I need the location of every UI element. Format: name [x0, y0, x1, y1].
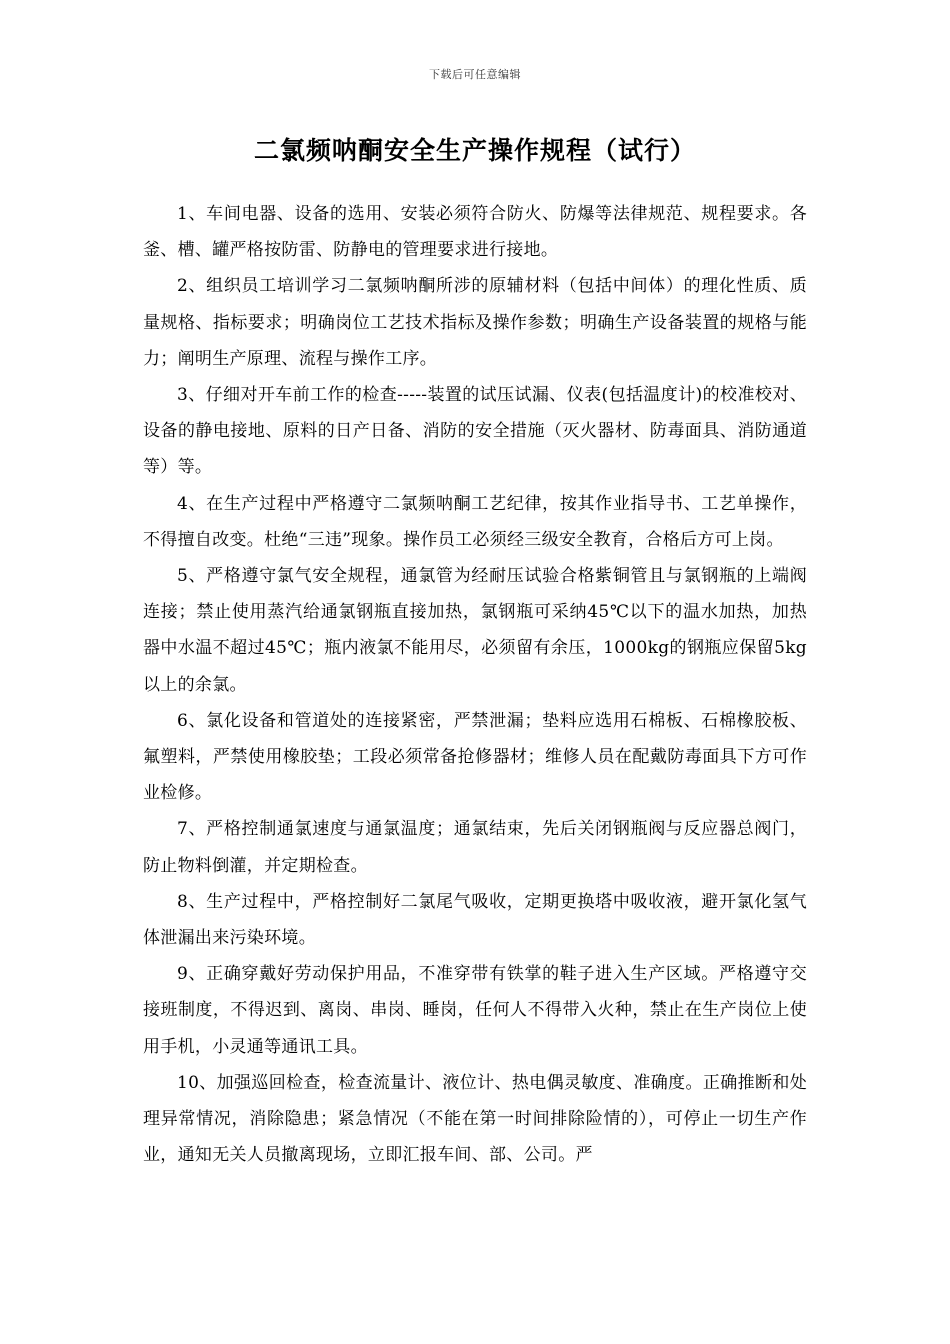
paragraph-4: 4、在生产过程中严格遵守二氯频呐酮工艺纪律，按其作业指导书、工艺单操作，不得擅自改变。杜绝“三违”现象。操作员工必须经三级安全教育，合格后方可上岗。: [143, 493, 807, 550]
paragraph-9: 9、正确穿戴好劳动保护用品，不准穿带有铁掌的鞋子进入生产区域。严格遵守交接班制度，不得迟到、离岗、串岗、睡岗，任何人不得带入火种，禁止在生产岗位上使用手机，小灵通等通讯工具。: [143, 964, 807, 1057]
paragraph-3: 3、仔细对开车前工作的检查-----装置的试压试漏、仪表(包括温度计)的校准校对、设备的静电接地、原料的日产日备、消防的安全措施（灭火器材、防毒面具、消防通道等）等。: [143, 385, 807, 478]
document-body: [143, 196, 807, 1173]
paragraph-7: 7、严格控制通氯速度与通氯温度；通氯结束，先后关闭钢瓶阀与反应器总阀门，防止物料倒灌，并定期检查。: [143, 819, 807, 876]
paragraph-5: 5、严格遵守氯气安全规程，通氯管为经耐压试验合格紫铜管且与氯钢瓶的上端阀连接；禁止使用蒸汽给通氯钢瓶直接加热，氯钢瓶可采纳45℃以下的温水加热，加热器中水温不超过45℃；瓶内液氯不能用尽，必须留有余压，1000kg的钢瓶应保留5kg以上的余氯。: [143, 566, 807, 695]
header-note: 下载后可任意编辑: [429, 68, 521, 81]
paragraph-8: 8、生产过程中，严格控制好二氯尾气吸收，定期更换塔中吸收液，避开氯化氢气体泄漏出来污染环境。: [143, 891, 807, 949]
paragraph-6: 6、氯化设备和管道处的连接紧密，严禁泄漏；垫料应选用石棉板、石棉橡胶板、氟塑料，严禁使用橡胶垫；工段必须常备抢修器材；维修人员在配戴防毒面具下方可作业检修。: [143, 710, 807, 804]
paragraph-10: 10、加强巡回检查，检查流量计、液位计、热电偶灵敏度、准确度。正确推断和处理异常情况，消除隐患；紧急情况（不能在第一时间排除险情的），可停止一切生产作业，通知无关人员撤离现场，立即汇报车间、部、公司。严: [143, 1072, 807, 1166]
paragraph-1: 1、车间电器、设备的选用、安装必须符合防火、防爆等法律规范、规程要求。各釜、槽、罐严格按防雷、防静电的管理要求进行接地。: [143, 204, 807, 261]
paragraph-2: 2、组织员工培训学习二氯频呐酮所涉的原辅材料（包括中间体）的理化性质、质量规格、指标要求；明确岗位工艺技术指标及操作参数；明确生产设备装置的规格与能力；阐明生产原理、流程与操作工序。: [143, 276, 807, 369]
document-title: 二氯频呐酮安全生产操作规程（试行）: [253, 136, 696, 165]
